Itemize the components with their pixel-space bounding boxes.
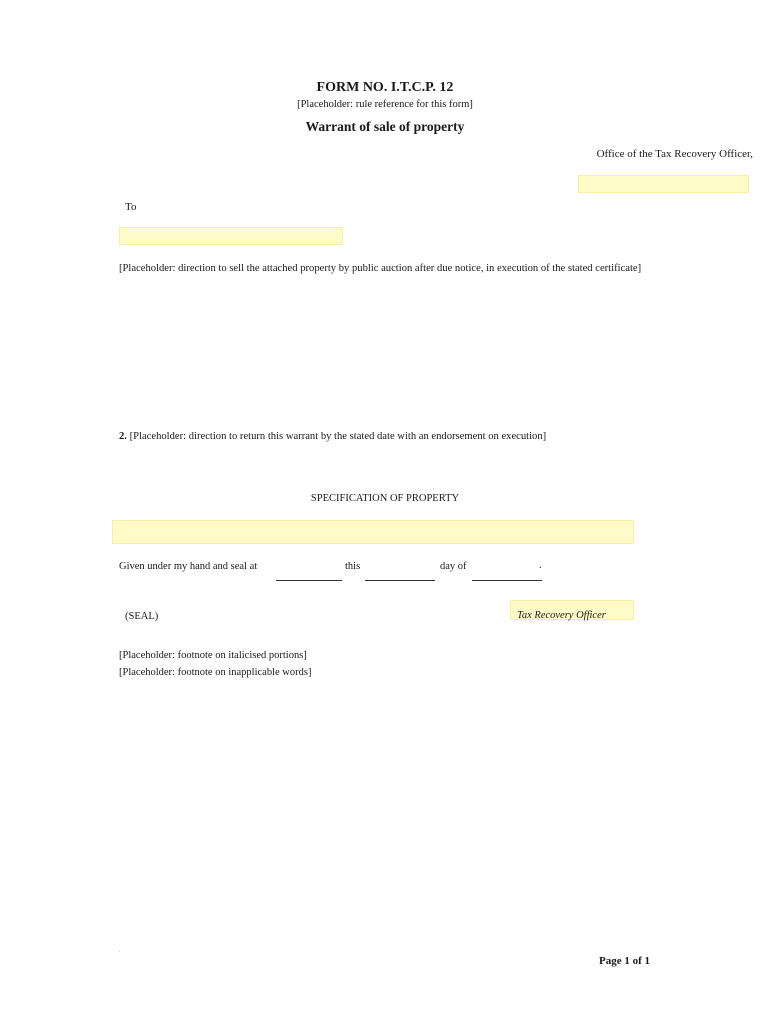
clause-number: 2. [119,431,127,442]
footnote-score-out: [Placeholder: footnote on italicised portions] [119,650,307,661]
to-label: To [125,201,137,213]
officer-label: Tax Recovery Officer [517,610,606,621]
property-specification-field[interactable] [112,520,634,544]
page-number: Page 1 of 1 [598,955,650,967]
return-warrant-text: [Placeholder: direction to return this warrant by the stated date with an endorsement on execution] [129,431,547,442]
recipient-field[interactable] [119,227,343,245]
footnote-delete-words: [Placeholder: footnote on inapplicable words] [119,667,312,678]
form-heading: Warrant of sale of property [305,119,465,134]
given-under-hand-line [119,561,257,572]
footer-mark: . [119,948,121,954]
given-prefix: Given under my hand and seal at [119,561,258,572]
day-field[interactable] [365,568,435,581]
month-field[interactable] [472,568,542,581]
day-of-label: day of [440,561,467,572]
specification-heading: SPECIFICATION OF PROPERTY [310,493,460,504]
command-paragraph: [Placeholder: direction to sell the attached property by public auction after due notice, in execution of the stated certificate] [119,263,642,274]
rule-reference: [Placeholder: rule reference for this form] [297,99,473,110]
office-label: Office of the Tax Recovery Officer, [596,148,753,160]
form-number-title: FORM NO. I.T.C.P. 12 [316,80,454,95]
place-field[interactable] [276,568,342,581]
end-punctuation: . [539,560,542,571]
return-warrant-paragraph [119,430,652,444]
office-name-field[interactable] [578,175,749,193]
this-label: this [345,561,361,572]
seal-label: (SEAL) [125,611,159,622]
